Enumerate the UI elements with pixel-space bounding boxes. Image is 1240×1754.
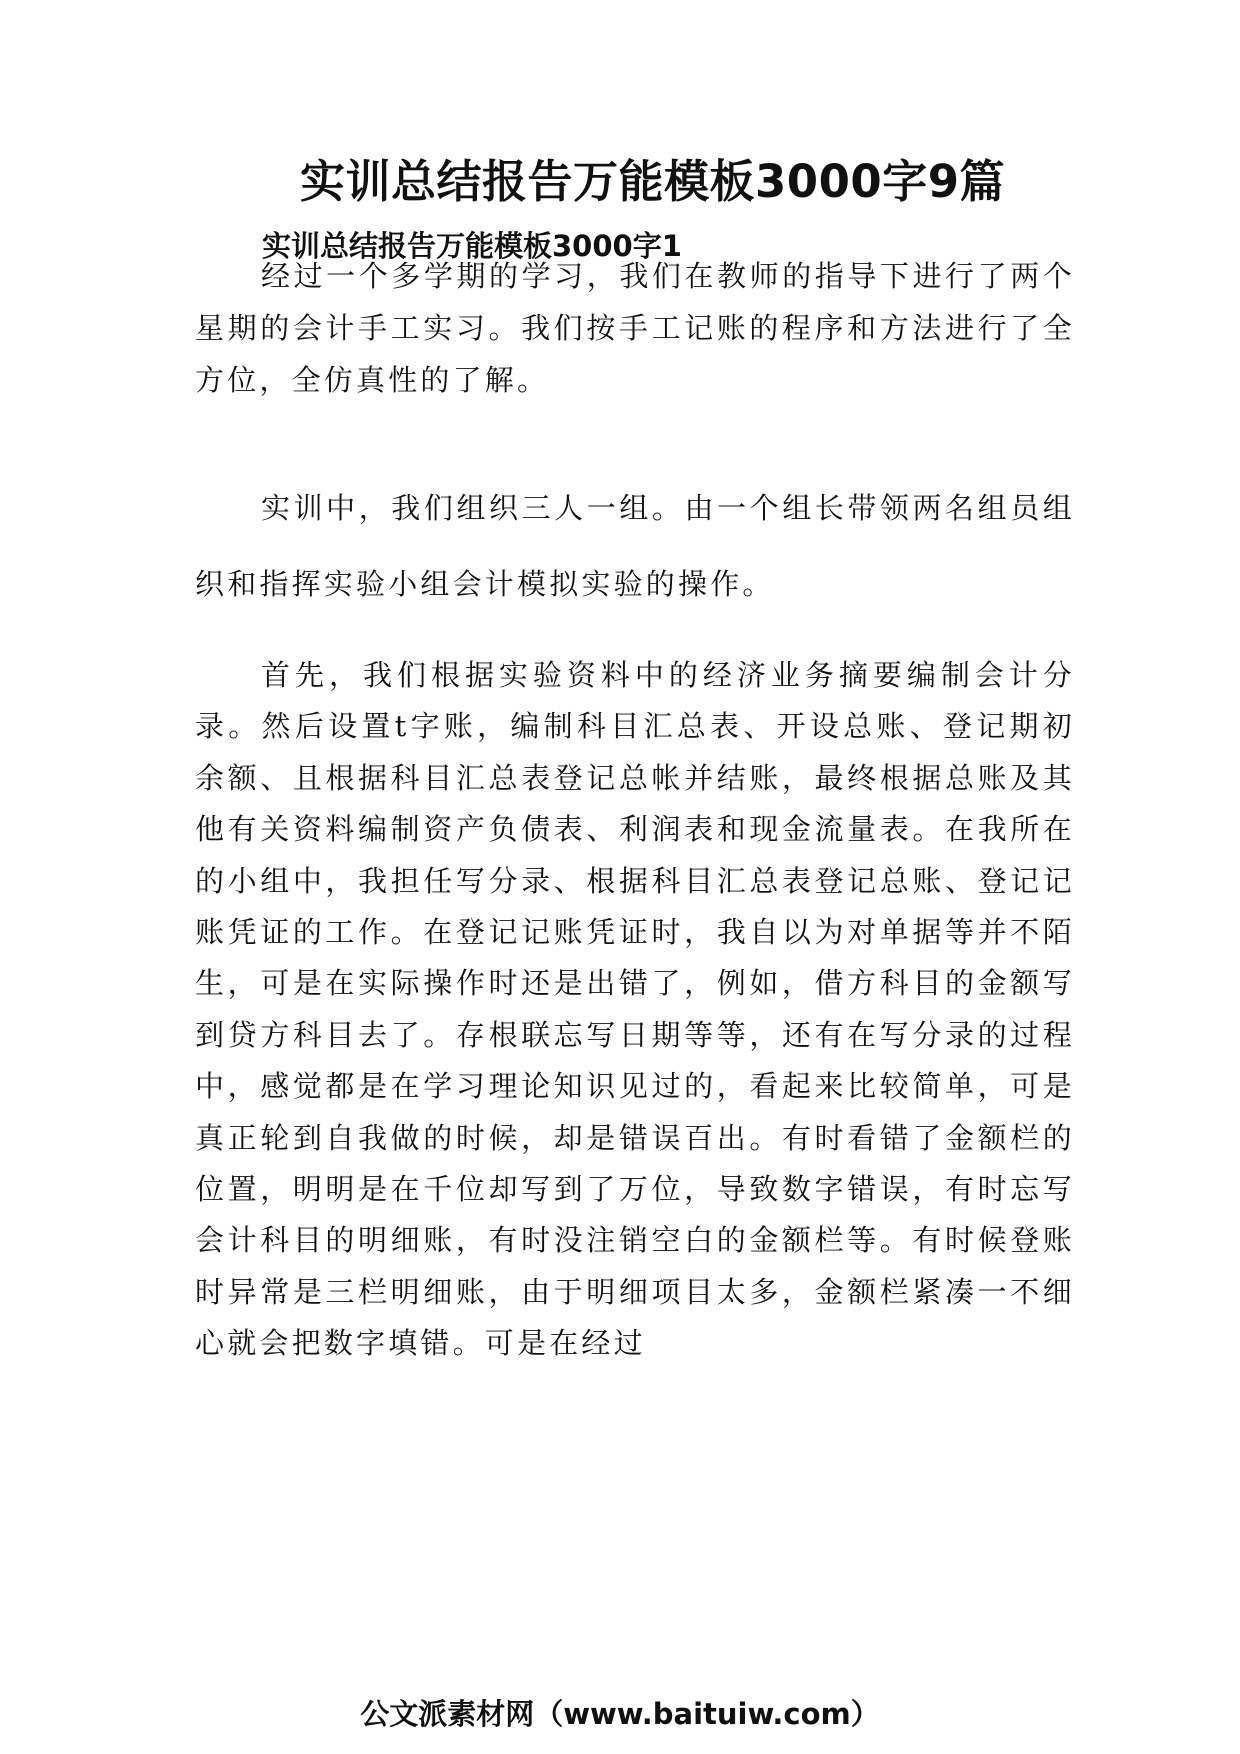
paragraph-1: 经过一个多学期的学习，我们在教师的指导下进行了两个星期的会计手工实习。我们按手工记账的程序和方法进行了全方位，全仿真性的了解。 xyxy=(195,259,1075,397)
document-title: 实训总结报告万能模板3000字9篇 xyxy=(300,155,1006,208)
section-heading: 实训总结报告万能模板3000字1 xyxy=(262,229,682,263)
paragraph-2: 实训中，我们组织三人一组。由一个组长带领两名组员组织和指挥实验小组会计模拟实验的操作。 xyxy=(195,491,1075,601)
paragraph-3: 首先，我们根据实验资料中的经济业务摘要编制会计分录。然后设置t字账，编制科目汇总表、开设总账、登记期初余额、且根据科目汇总表登记总帐并结账，最终根据总账及其他有关资料编制资产负债表、利润表和现金流量表。在我所在的小组中，我担任写分录、根据科目汇总表登记总账、登记记账凭证的工作。在登记记账凭证时，我自以为对单据等并不陌生，可是在实际操作时还是出错了，例如，借方科目的金额写到贷方科目去了。存根联忘写日期等等，还有在写分录的过程中，感觉都是在学习理论知识见过的，看起来比较简单，可是真正轮到自我做的时候，却是错误百出。有时看错了金额栏的位置，明明是在千位却写到了万位，导致数字错误，有时忘写会计科目的明细账，有时没注销空白的金额栏等。有时候登账时异常是三栏明细账，由于明细项目太多，金额栏紧凑一不细心就会把数字填错。可是在经过 xyxy=(195,658,1075,1361)
footer-source: 公文派素材网（www.baituiw.com） xyxy=(360,1697,880,1731)
